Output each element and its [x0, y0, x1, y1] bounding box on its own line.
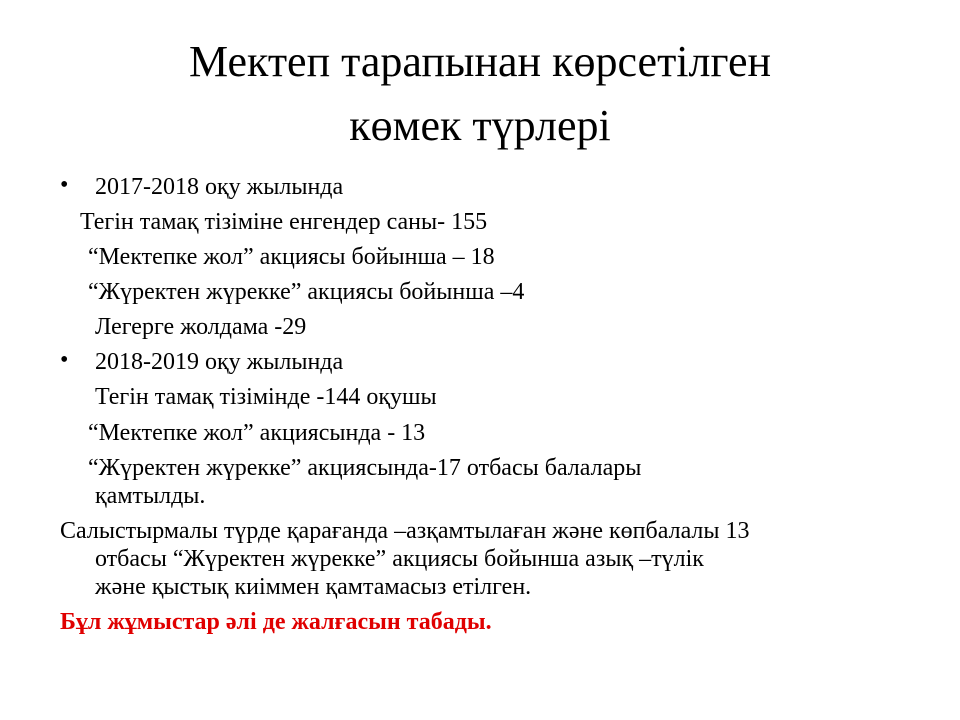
- year-1-item-1: Тегін тамақ тізіміне енгендер саны- 155: [80, 209, 488, 235]
- year-2-item-1: Тегін тамақ тізімінде -144 оқушы: [95, 384, 437, 410]
- year-2-item-4: қамтылды.: [95, 483, 206, 509]
- summary-line-2: отбасы “Жүректен жүрекке” акциясы бойынша азық –түлік: [95, 546, 704, 572]
- title-line-2: көмек түрлері: [349, 101, 611, 150]
- year-1-item-2: “Мектепке жол” акциясы бойынша – 18: [88, 244, 495, 270]
- year-1-item-4: Легерге жолдама -29: [95, 314, 307, 340]
- title-line-1: Мектеп тарапынан көрсетілген: [188, 37, 772, 86]
- closing-statement: Бұл жұмыстар әлі де жалғасын табады.: [60, 609, 492, 635]
- bullet-year-1: •: [60, 172, 69, 198]
- year-2-heading: 2018-2019 оқу жылында: [95, 349, 344, 375]
- summary-line-3: және қыстық киіммен қамтамасыз етілген.: [95, 574, 532, 600]
- year-2-item-2: “Мектепке жол” акциясында - 13: [88, 420, 426, 446]
- year-1-item-3: “Жүректен жүрекке” акциясы бойынша –4: [88, 279, 525, 305]
- summary-line-1: Салыстырмалы түрде қарағанда –азқамтылаған және көпбалалы 13: [60, 518, 750, 544]
- year-1-heading: 2017-2018 оқу жылында: [95, 174, 344, 200]
- year-2-item-3: “Жүректен жүрекке” акциясында-17 отбасы балалары: [88, 455, 642, 481]
- bullet-year-2: •: [60, 347, 69, 373]
- slide-title: [60, 30, 900, 158]
